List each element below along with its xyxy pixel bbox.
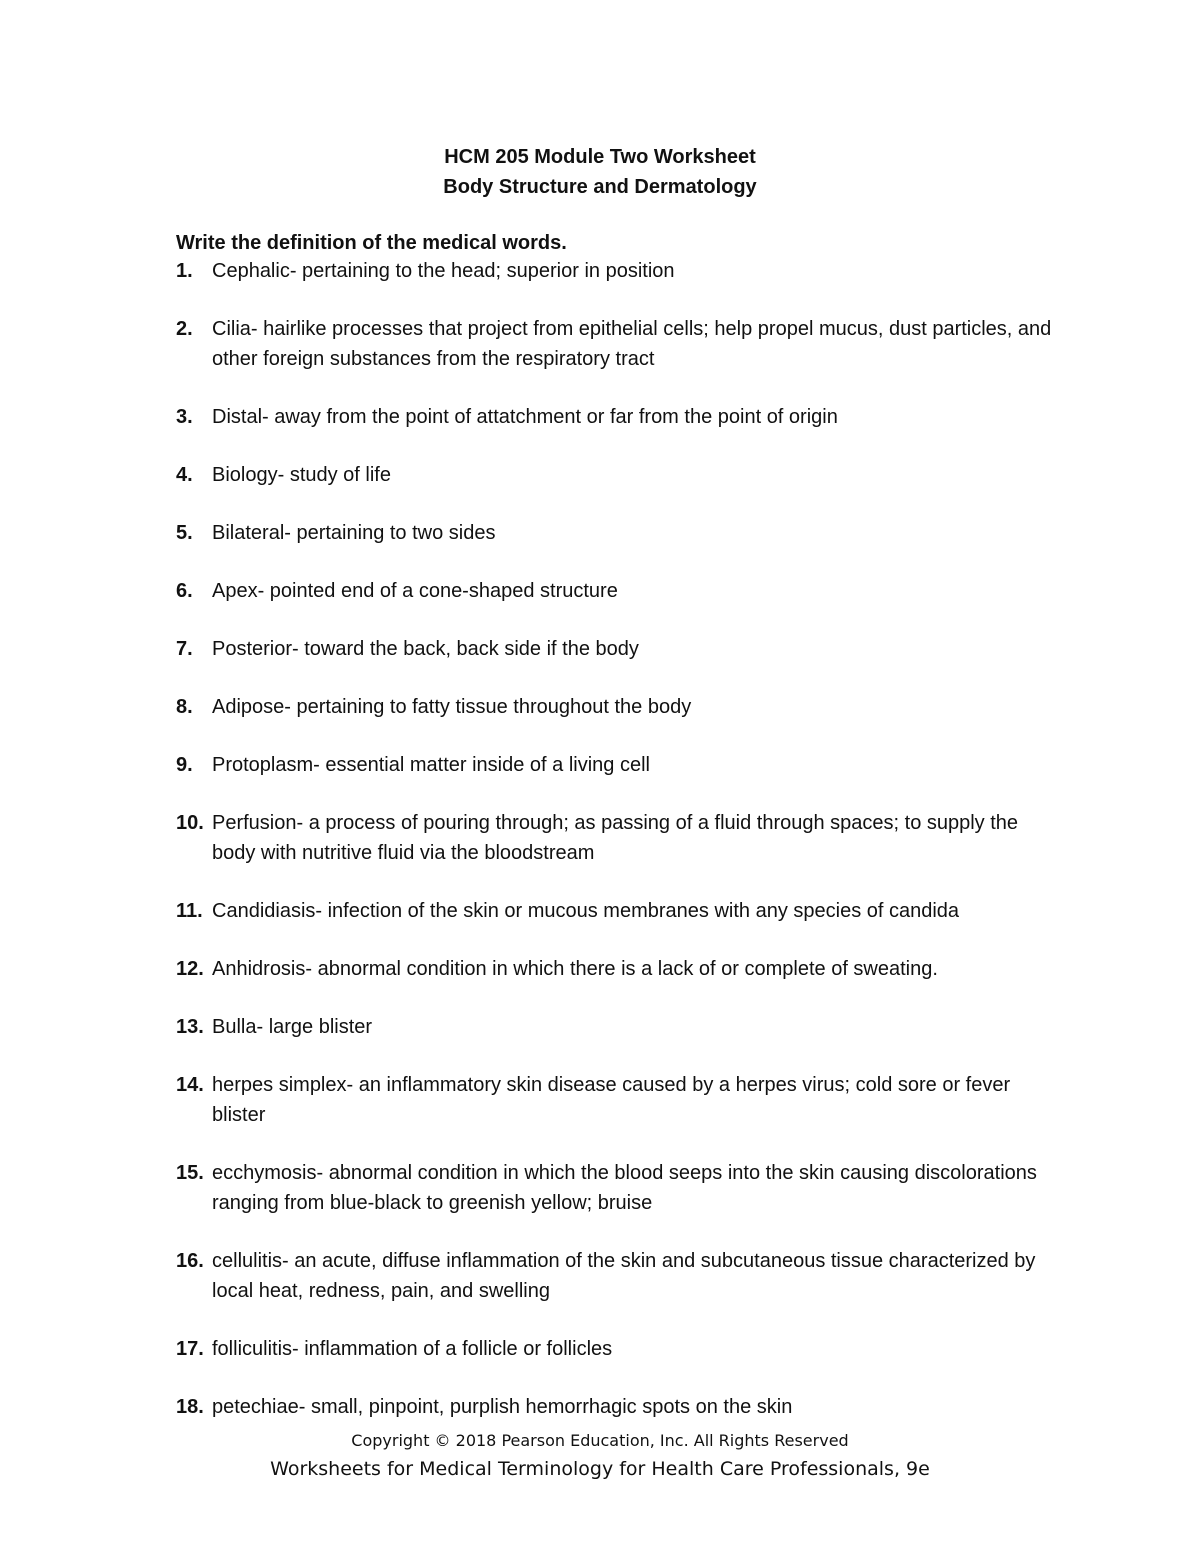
title-block [0,142,1200,202]
definition-item [176,896,1056,926]
definition-item [176,1158,1056,1218]
definition-item [176,1012,1056,1042]
item-number: 12. [176,958,204,980]
item-number: 9. [176,754,193,776]
definition-item [176,808,1056,868]
item-number: 18. [176,1396,204,1418]
item-definition: Cilia- hairlike processes that project from epithelial cells; help propel mucus, dust particles, and other foreign substances from the respiratory tract [212,318,1052,370]
item-definition: Adipose- pertaining to fatty tissue throughout the body [212,696,692,718]
item-definition: herpes simplex- an inflammatory skin disease caused by a herpes virus; cold sore or fever blister [212,1074,1011,1126]
copyright-notice: Copyright © 2018 Pearson Education, Inc. All Rights Reserved [351,1431,849,1450]
item-definition: Protoplasm- essential matter inside of a living cell [212,754,650,776]
item-number: 4. [176,464,193,486]
item-definition: Candidiasis- infection of the skin or mucous membranes with any species of candida [212,900,960,922]
definition-item [176,518,1056,548]
definition-item [176,1070,1056,1130]
item-number: 14. [176,1074,204,1096]
item-number: 6. [176,580,193,602]
item-definition: Bilateral- pertaining to two sides [212,522,496,544]
definition-item [176,314,1056,374]
item-number: 8. [176,696,193,718]
item-definition: Distal- away from the point of attatchment or far from the point of origin [212,406,838,428]
definition-item [176,692,1056,722]
definition-item [176,1392,1056,1422]
item-definition: Perfusion- a process of pouring through; as passing of a fluid through spaces; to supply the body with nutritive fluid via the bloodstream [212,812,1019,864]
item-definition: Biology- study of life [212,464,391,486]
item-definition: cellulitis- an acute, diffuse inflammation of the skin and subcutaneous tissue characterized by local heat, redness, pain, and swelling [212,1250,1036,1302]
item-definition: petechiae- small, pinpoint, purplish hemorrhagic spots on the skin [212,1396,793,1418]
definition-item [176,954,1056,984]
definition-item [176,576,1056,606]
item-number: 1. [176,260,193,282]
item-number: 16. [176,1250,204,1272]
item-definition: Apex- pointed end of a cone-shaped structure [212,580,618,602]
item-number: 15. [176,1162,204,1184]
item-definition: Posterior- toward the back, back side if the body [212,638,639,660]
book-title: Worksheets for Medical Terminology for Health Care Professionals, 9e [270,1458,930,1480]
item-number: 17. [176,1338,204,1360]
item-definition: Bulla- large blister [212,1016,373,1038]
definition-item [176,256,1056,286]
instructions: Write the definition of the medical words. [176,232,567,254]
page-footer [0,1428,1200,1484]
worksheet-subtitle: Body Structure and Dermatology [443,176,757,198]
definition-item [176,1334,1056,1364]
item-number: 13. [176,1016,204,1038]
item-definition: folliculitis- inflammation of a follicle or follicles [212,1338,613,1360]
item-definition: Cephalic- pertaining to the head; superior in position [212,260,675,282]
item-definition: Anhidrosis- abnormal condition in which there is a lack of or complete of sweating. [212,958,938,980]
definition-item [176,402,1056,432]
item-number: 3. [176,406,193,428]
worksheet-title: HCM 205 Module Two Worksheet [444,146,756,168]
definition-item [176,460,1056,490]
item-number: 10. [176,812,204,834]
definition-item [176,750,1056,780]
item-definition: ecchymosis- abnormal condition in which the blood seeps into the skin causing discolorations ranging from blue-black to greenish yellow; bruise [212,1162,1037,1214]
item-number: 7. [176,638,193,660]
definition-item [176,634,1056,664]
definition-list [176,256,1056,1450]
item-number: 2. [176,318,193,340]
item-number: 11. [176,900,203,922]
item-number: 5. [176,522,193,544]
definition-item [176,1246,1056,1306]
